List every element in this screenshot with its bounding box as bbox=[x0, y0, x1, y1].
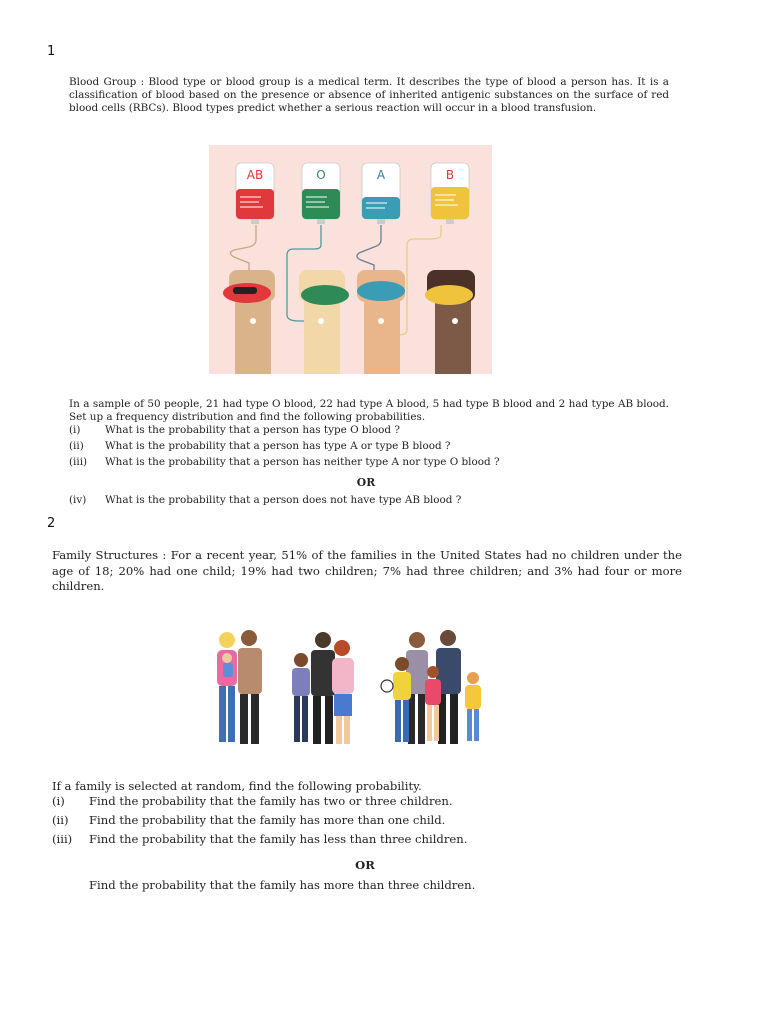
bag-label-o: O bbox=[316, 168, 326, 182]
bag-label-ab: AB bbox=[246, 168, 264, 182]
family-structures-intro: Family Structures : For a recent year, 51% of the families in the United States had no children under the age of 18; 20% had one child; 19% had two children; 7% had three children; and 3% had four or more children. bbox=[52, 548, 682, 593]
question-number: 2 bbox=[47, 516, 56, 531]
family-with-one-child bbox=[217, 630, 262, 744]
family-with-two-children bbox=[292, 632, 354, 744]
bag-label-b: B bbox=[445, 168, 455, 182]
question-2-i: (i) Find the probability that the family has two or three children. bbox=[52, 794, 453, 808]
question-2-alt: Find the probability that the family has more than three children. bbox=[89, 878, 476, 892]
question-2-iii: (iii) Find the probability that the family has less than three children. bbox=[52, 832, 468, 846]
question-1-iii: (iii) What is the probability that a person has neither type A nor type O blood ? bbox=[69, 456, 500, 468]
family-with-three-children bbox=[381, 630, 481, 744]
question-number: 1 bbox=[47, 44, 56, 59]
families-illustration bbox=[205, 628, 490, 750]
blood-group-intro: Blood Group : Blood type or blood group is a medical term. It describes the type of blood a person has. It is a classification of blood based on the presence or absence of inherited antigenic substances on the surface of red blood cells (RBCs). Blood types predict whether a serious reaction will occur in a blood transfusion. bbox=[69, 76, 669, 114]
family-lead: If a family is selected at random, find the following probability. bbox=[52, 779, 422, 793]
question-1-ii: (ii) What is the probability that a person has type A or type B blood ? bbox=[69, 440, 451, 452]
or-divider: OR bbox=[355, 858, 375, 872]
question-2-ii: (ii) Find the probability that the family has more than one child. bbox=[52, 813, 446, 827]
question-1-iv: (iv) What is the probability that a person does not have type AB blood ? bbox=[69, 494, 462, 506]
raised-arm-3 bbox=[357, 270, 405, 374]
bag-label-a: A bbox=[376, 168, 386, 182]
question-1-i: (i) What is the probability that a person has type O blood ? bbox=[69, 424, 400, 436]
blood-donation-illustration bbox=[209, 145, 492, 374]
blood-sample-data: In a sample of 50 people, 21 had type O blood, 22 had type A blood, 5 had type B blood and 2 had type AB blood. Set up a frequency distribution and find the following probabilities. bbox=[69, 398, 669, 423]
or-divider: OR bbox=[356, 476, 376, 489]
